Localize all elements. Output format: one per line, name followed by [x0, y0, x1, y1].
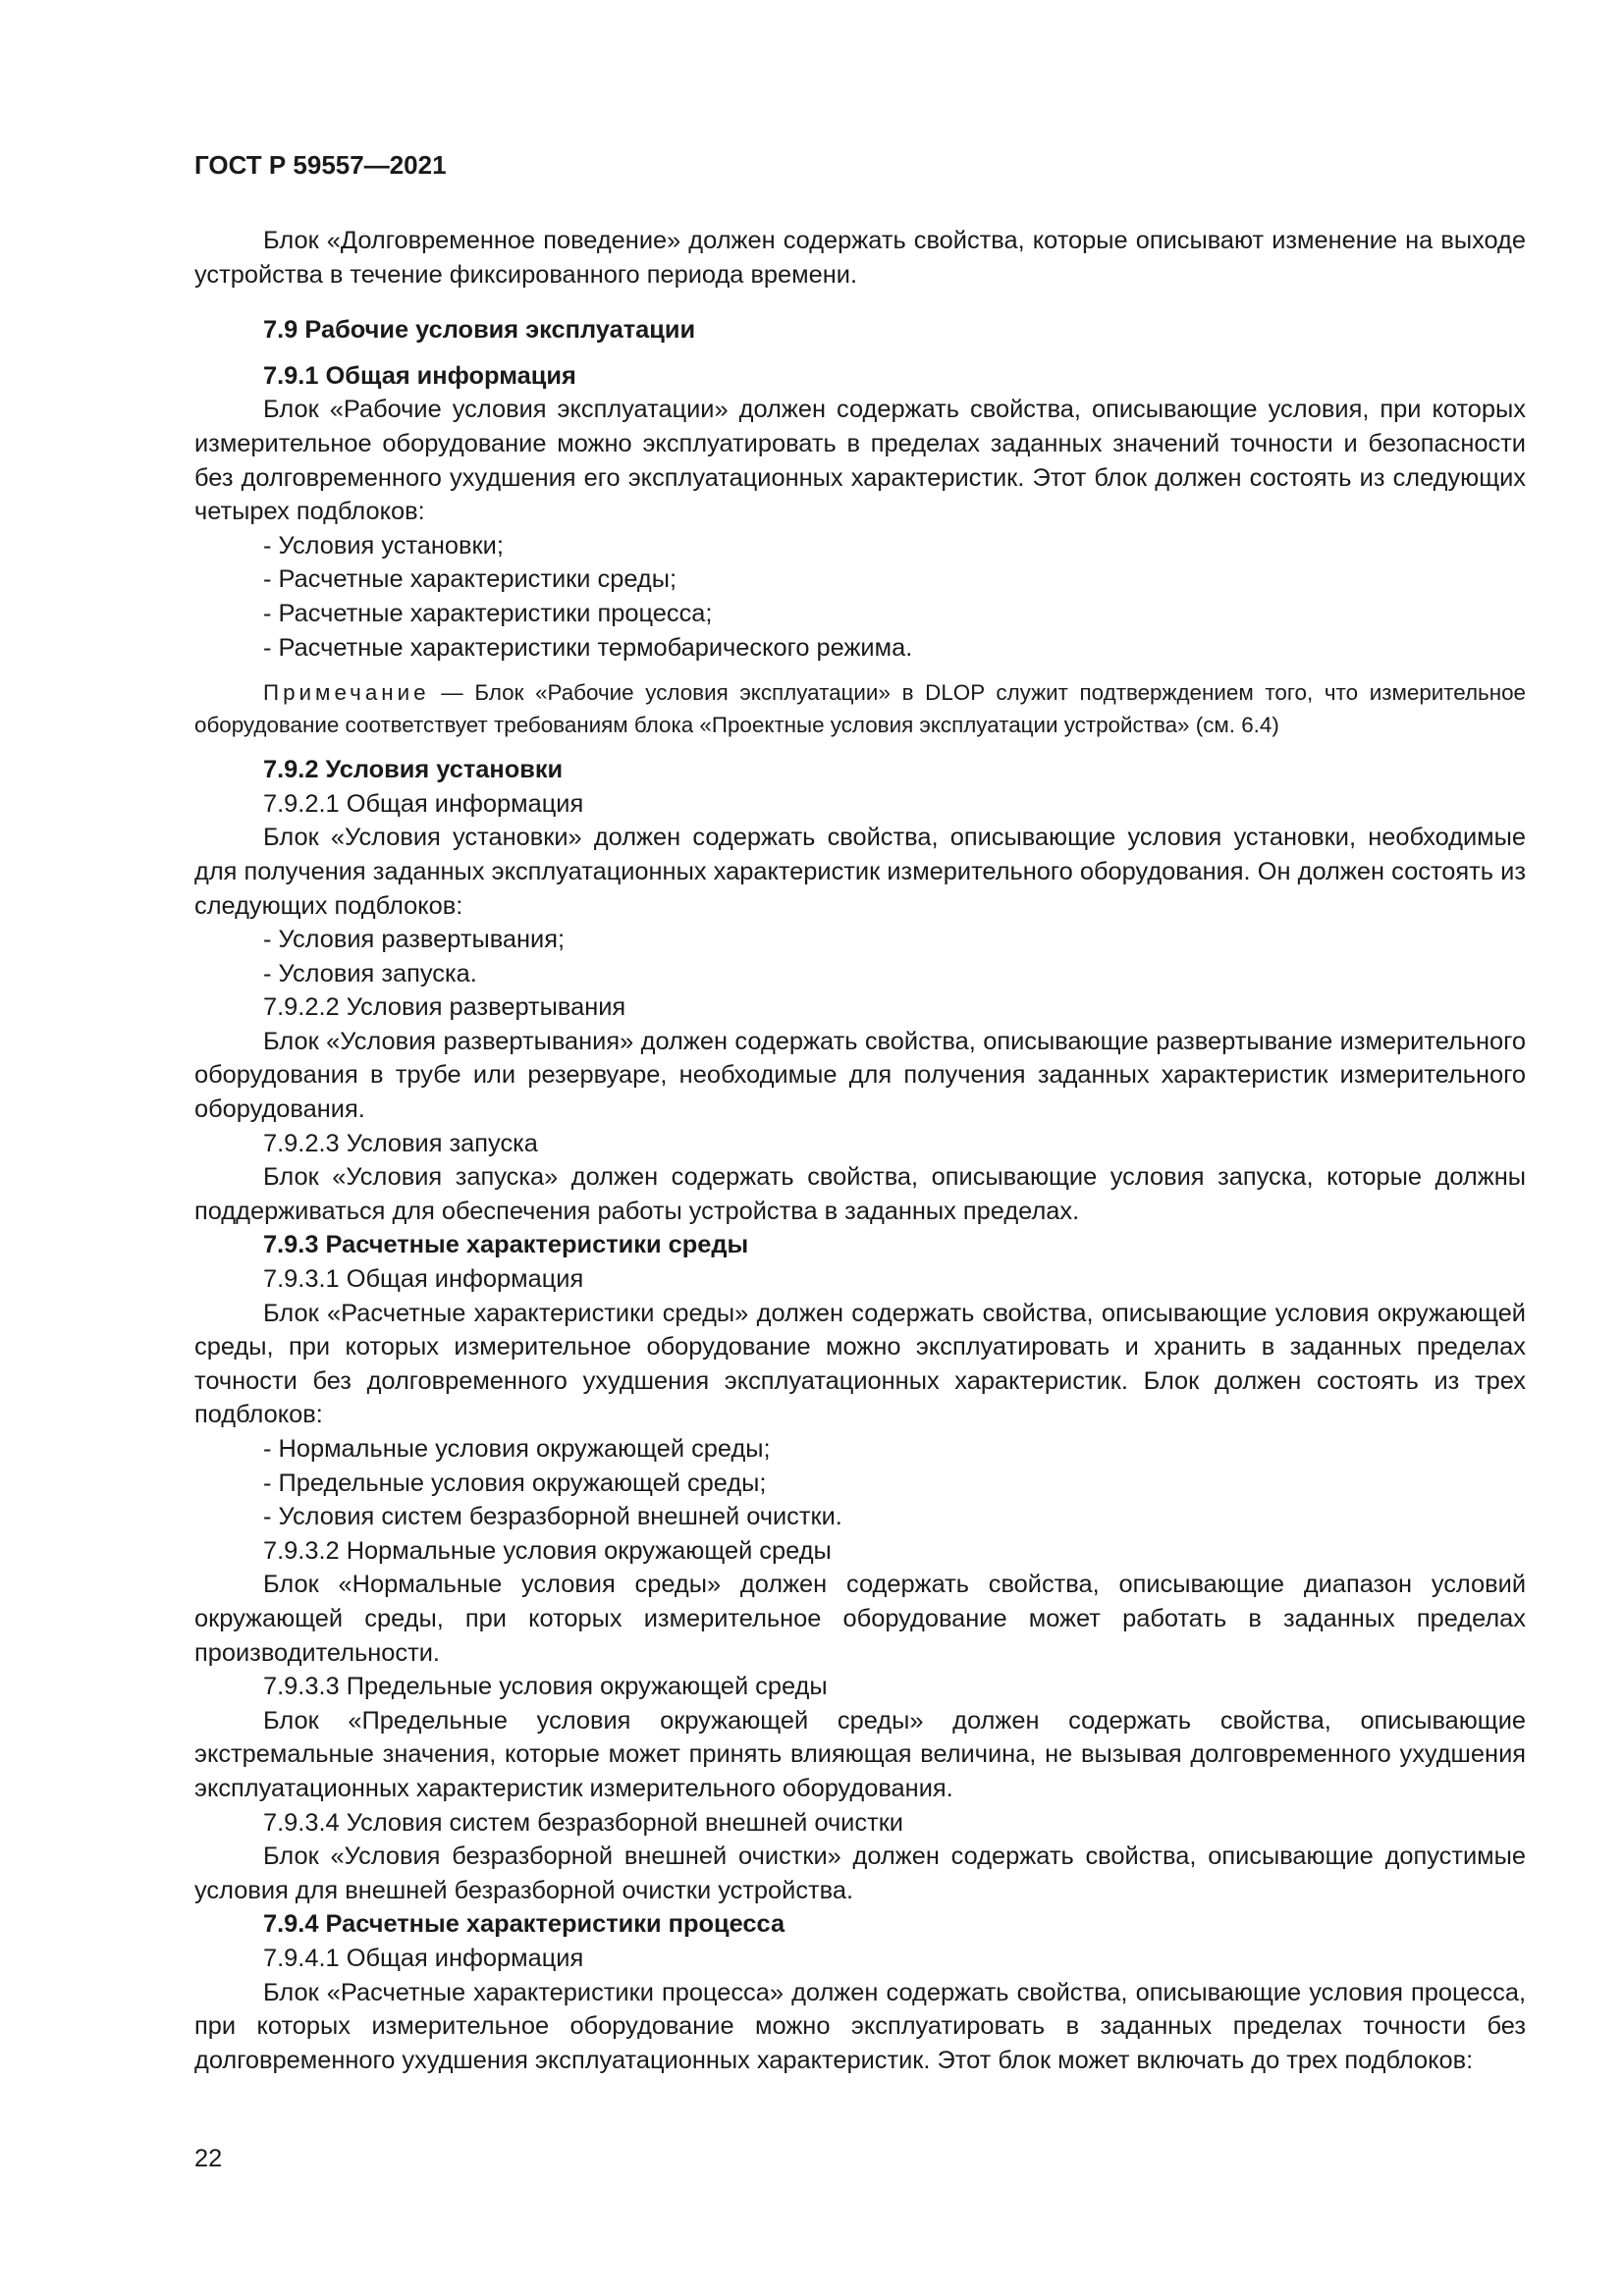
section-heading: 7.9.1 Общая информация — [263, 361, 576, 390]
section-heading: 7.9 Рабочие условия эксплуатации — [263, 316, 696, 345]
note-paragraph — [194, 676, 1526, 741]
note-text: — Блок «Рабочие условия эксплуатации» в DLOP служит подтверждением того, что измерительное оборудование соответствует требованиям блока «Проектные условия эксплуатации устройства» (см. 6.4) — [194, 680, 1526, 738]
list-item: - Нормальные условия окружающей среды; — [263, 1435, 771, 1463]
section-heading: 7.9.3 Расчетные характеристики среды — [263, 1231, 749, 1259]
paragraph: Блок «Долговременное поведение» должен содержать свойства, которые описывают изменение на выходе устройства в течение фиксированного периода времени. — [194, 227, 1526, 289]
paragraph: Блок «Предельные условия окружающей среды» должен содержать свойства, описывающие экстремальные значения, которые может принять влияющая величина, не вызывая долговременного ухудшения эксплуатационных характеристик измерительного оборудования. — [194, 1706, 1526, 1802]
section-heading: 7.9.4 Расчетные характеристики процесса — [263, 1910, 785, 1939]
list-item: - Условия систем безразборной внешней очистки. — [263, 1503, 842, 1531]
paragraph: Блок «Условия развертывания» должен содержать свойства, описывающие развертывание измерительного оборудования в трубе или резервуаре, необходимые для получения заданных характеристик измерительного оборудования. — [194, 1027, 1526, 1124]
paragraph: 7.9.2.3 Условия запуска — [263, 1129, 538, 1157]
paragraph: 7.9.3.3 Предельные условия окружающей среды — [263, 1673, 828, 1701]
paragraph: Блок «Рабочие условия эксплуатации» должен содержать свойства, описывающие условия, при которых измерительное оборудование можно эксплуатировать в пределах заданных значений точности и безопасности без долговременного ухудшения его эксплуатационных характеристик. Этот блок должен состоять из следующих четырех подблоков: — [194, 396, 1526, 526]
document-header: ГОСТ Р 59557—2021 — [194, 150, 447, 180]
paragraph: 7.9.3.1 Общая информация — [263, 1265, 584, 1294]
list-item: - Расчетные характеристики термобарического режима. — [263, 633, 913, 662]
list-item: - Условия развертывания; — [263, 926, 566, 954]
list-item: - Расчетные характеристики среды; — [263, 565, 677, 594]
paragraph: 7.9.4.1 Общая информация — [263, 1944, 584, 1972]
paragraph: Блок «Условия установки» должен содержать свойства, описывающие условия установки, необходимые для получения заданных эксплуатационных характеристик измерительного оборудования. Он должен состоять из следующих подблоков: — [194, 824, 1526, 920]
list-item: - Условия запуска. — [263, 959, 477, 988]
paragraph: Блок «Условия безразборной внешней очистки» должен содержать свойства, описывающие допустимые условия для внешней безразборной очистки устройства. — [194, 1842, 1526, 1904]
list-item: - Расчетные характеристики процесса; — [263, 599, 713, 627]
paragraph: Блок «Нормальные условия среды» должен содержать свойства, описывающие диапазон условий окружающей среды, при которых измерительное оборудование может работать в заданных пределах производительности. — [194, 1571, 1526, 1667]
paragraph: 7.9.3.2 Нормальные условия окружающей среды — [263, 1536, 832, 1565]
document-body — [194, 224, 1526, 2077]
note-label: Примечание — [263, 680, 430, 706]
page-number: 22 — [194, 2145, 223, 2172]
paragraph: Блок «Условия запуска» должен содержать свойства, описывающие условия запуска, которые должны поддерживаться для обеспечения работы устройства в заданных пределах. — [194, 1163, 1526, 1225]
list-item: - Предельные условия окружающей среды; — [263, 1468, 767, 1497]
paragraph: Блок «Расчетные характеристики процесса» должен содержать свойства, описывающие условия процесса, при которых измерительное оборудование можно эксплуатировать в заданных пределах точности без долговременного ухудшения эксплуатационных характеристик. Этот блок может включать до трех подблоков: — [194, 1978, 1526, 2074]
paragraph: Блок «Расчетные характеристики среды» должен содержать свойства, описывающие условия окружающей среды, при которых измерительное оборудование можно эксплуатировать и хранить в заданных пределах точности без долговременного ухудшения эксплуатационных характеристик. Блок должен состоять из трех подблоков: — [194, 1299, 1526, 1429]
paragraph: 7.9.3.4 Условия систем безразборной внешней очистки — [263, 1808, 903, 1837]
section-heading: 7.9.2 Условия установки — [263, 756, 564, 784]
paragraph: 7.9.2.2 Условия развертывания — [263, 993, 626, 1022]
paragraph: 7.9.2.1 Общая информация — [263, 789, 584, 818]
list-item: - Условия установки; — [263, 531, 504, 560]
document-page — [194, 147, 1526, 2077]
